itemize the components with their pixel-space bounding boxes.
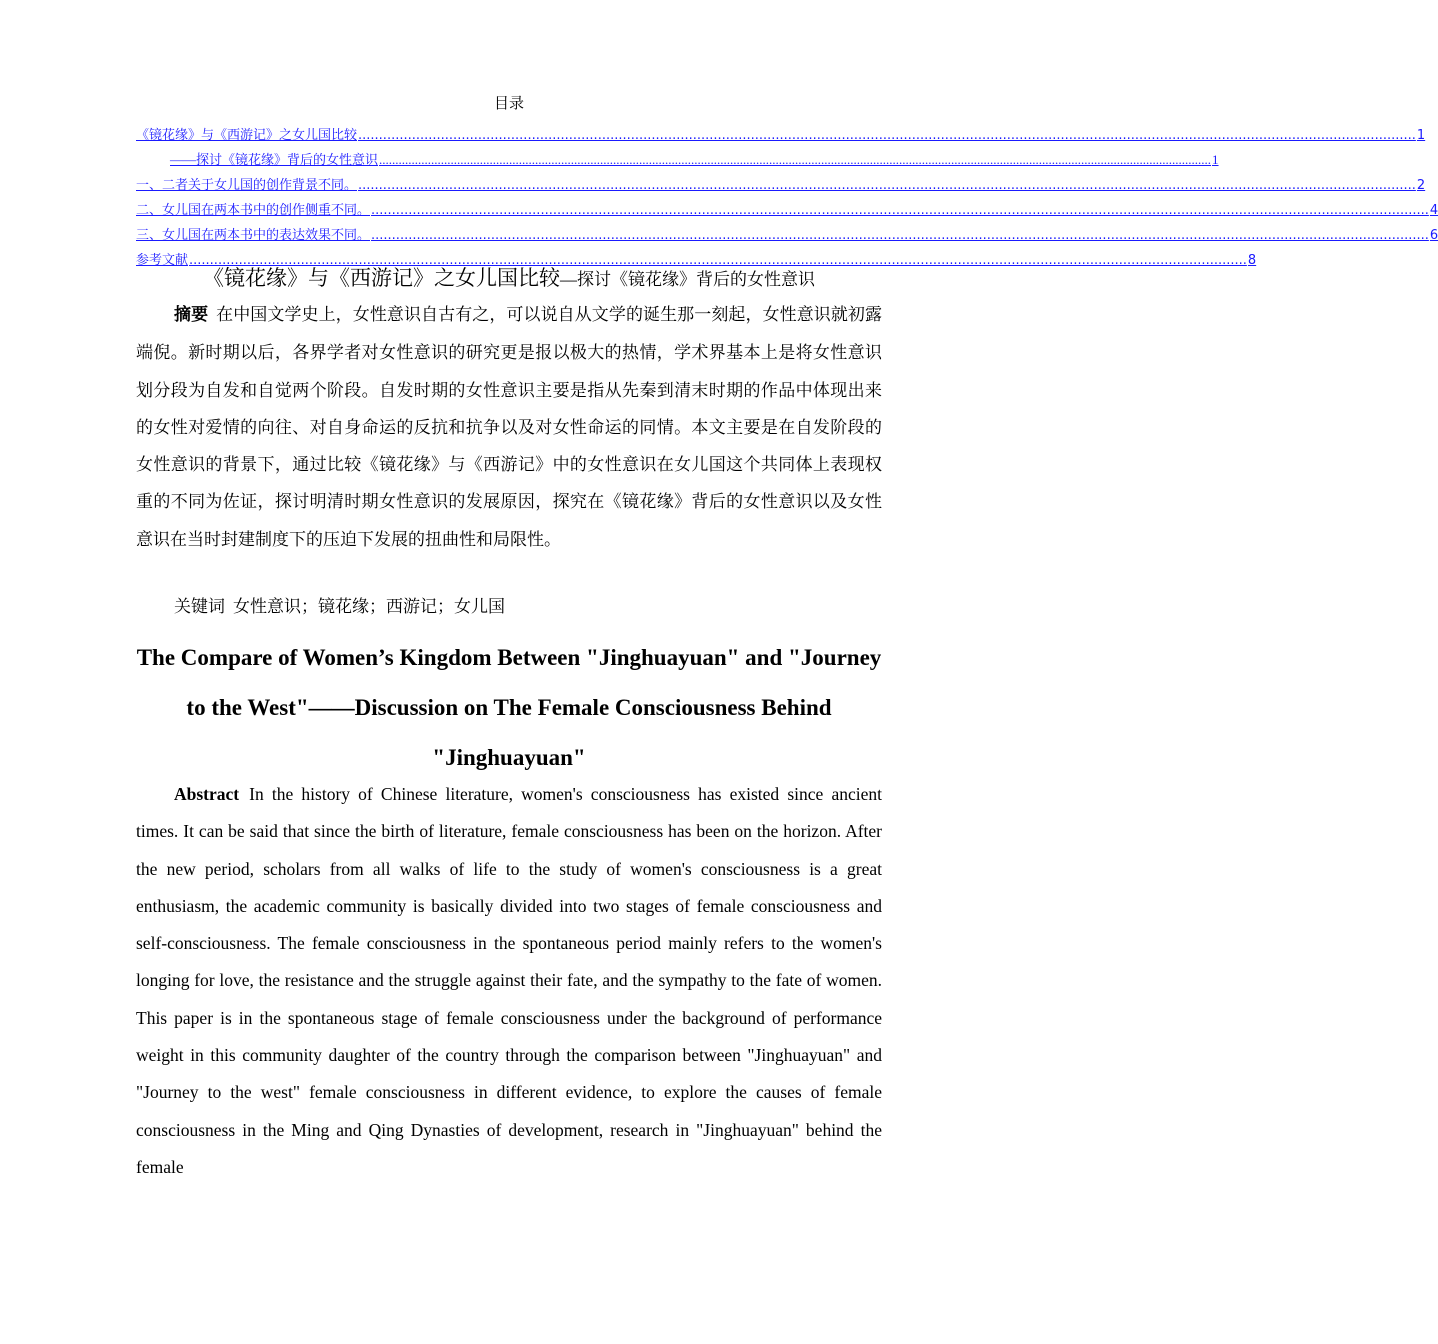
toc-entry-label: 二、女儿国在两本书中的创作侧重不同。 [136,203,371,218]
chinese-title [136,262,882,292]
toc-title: 目录 [493,96,524,112]
keywords-heading: 关键词 [174,597,225,617]
toc-leader-dots: ................................................................................................................................................................................................................................................................ [371,203,1429,218]
toc-entry-label: 一、二者关于女儿国的创作背景不同。 [136,178,358,193]
toc-entry-label: ——探讨《镜花缘》背后的女性意识 [170,152,379,167]
toc-entry-subtitle[interactable] [136,143,1219,168]
english-title: The Compare of Women’s Kingdom Between "Jinghuayuan" and "Journey to the West"——Discussion on The Female Consciousness Behind "Jinghuayuan" [136,645,882,770]
english-abstract [136,776,882,1186]
toc-leader-dots: ................................................................................................................................................................................................................................................................ [189,253,1247,268]
toc-leader-dots: ................................................................................................................................................................................................................................................................ [379,152,1212,167]
toc-entry-label: 三、女儿国在两本书中的表达效果不同。 [136,228,371,243]
toc-entry-section-1[interactable] [136,168,1426,193]
toc-entry-page: 1 [1416,128,1426,143]
toc-entry-page: 1 [1212,152,1219,167]
toc-entry-page: 4 [1429,203,1438,218]
english-abstract-text: In the history of Chinese literature, women's consciousness has existed since ancient times. It can be said that since the birth of literature, female consciousness has been on the horizon. After the new period, scholars from all walks of life to the study of women's consciousness is a great enthusiasm, the academic community is basically divided into two stages of female consciousness and self-consciousness. The female consciousness in the spontaneous period mainly refers to the women's longing for love, the resistance and the struggle against their fate, and the sympathy to the fate of women. This paper is in the spontaneous stage of female consciousness under the background of performance weight in this community daughter of the country through the comparison between "Jinghuayuan" and "Journey to the west" female consciousness in different evidence, to explore the causes of female consciousness in the Ming and Qing Dynasties of development, research in "Jinghuayuan" behind the female [136,784,882,1177]
toc-entry-label: 参考文献 [136,253,189,268]
toc-entry-page: 8 [1247,253,1257,268]
english-abstract-heading: Abstract [174,784,240,804]
chinese-abstract [136,296,882,558]
chinese-abstract-heading: 摘要 [174,305,209,325]
chinese-title-main: 《镜花缘》与《西游记》之女儿国比较 [203,266,560,290]
toc-entry-page: 6 [1429,228,1438,243]
chinese-abstract-text: 在中国文学史上，女性意识自古有之，可以说自从文学的诞生那一刻起，女性意识就初露端倪。新时期以后，各界学者对女性意识的研究更是报以极大的热情，学术界基本上是将女性意识划分段为自发和自觉两个阶段。自发时期的女性意识主要是指从先秦到清末时期的作品中体现出来的女性对爱情的向往、对自身命运的反抗和抗争以及对女性命运的同情。本文主要是在自发阶段的女性意识的背景下，通过比较《镜花缘》与《西游记》中的女性意识在女儿国这个共同体上表现权重的不同为佐证，探讨明清时期女性意识的发展原因，探究在《镜花缘》背后的女性意识以及女性意识在当时封建制度下的压迫下发展的扭曲性和局限性。 [136,305,883,549]
toc-leader-dots: ................................................................................................................................................................................................................................................................ [358,128,1416,143]
toc-entry-title[interactable] [136,118,1426,143]
toc-entry-section-3[interactable] [136,218,1438,243]
toc-leader-dots: ................................................................................................................................................................................................................................................................ [358,178,1416,193]
toc-entry-label: 《镜花缘》与《西游记》之女儿国比较 [136,128,358,143]
keywords-text: 女性意识；镜花缘；西游记；女儿国 [233,597,505,616]
toc-leader-dots: ................................................................................................................................................................................................................................................................ [371,228,1429,243]
chinese-keywords [174,592,505,617]
toc-entry-section-2[interactable] [136,193,1438,218]
table-of-contents [136,118,1438,268]
toc-entry-page: 2 [1416,178,1426,193]
chinese-title-sub: —探讨《镜花缘》背后的女性意识 [560,270,815,289]
